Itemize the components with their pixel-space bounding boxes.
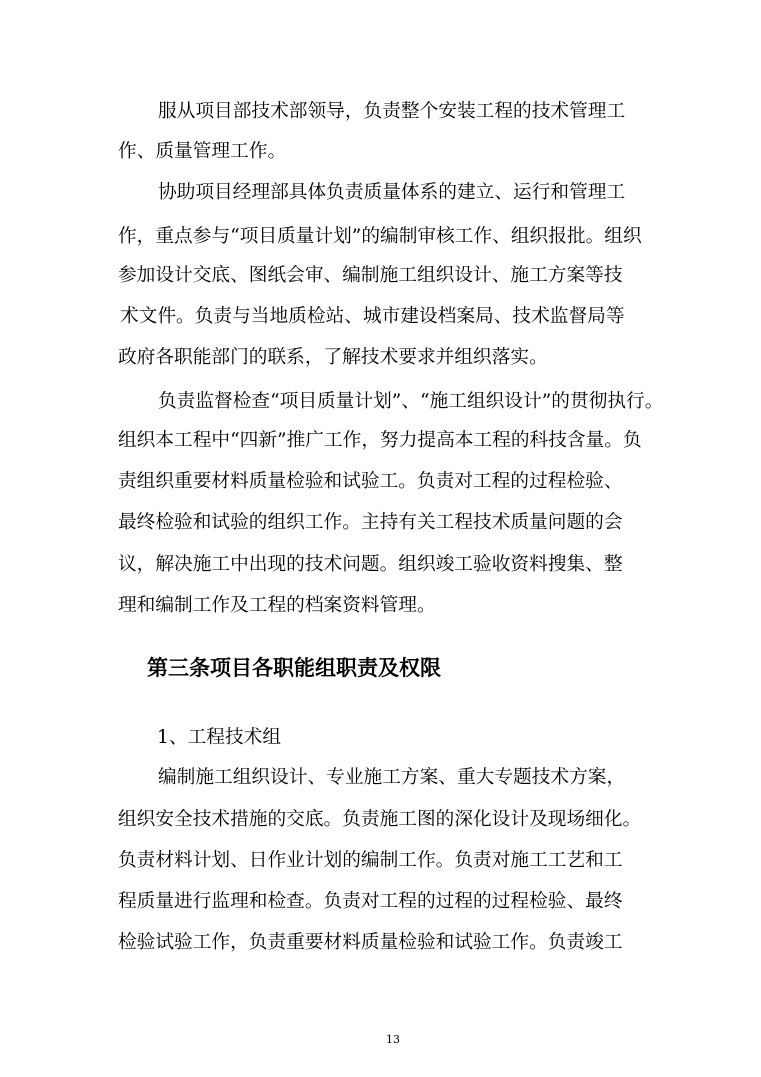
text-line: 最终检验和试验的组织工作。主持有关工程技术质量问题的会 [118, 512, 623, 533]
page-number: 13 [386, 1033, 400, 1046]
text-line: 服从项目部技术部领导，负责整个安装工程的技术管理工 [158, 101, 626, 122]
text-line: 作、质量管理工作。 [118, 141, 287, 162]
text-line: 程质量进行监理和检查。负责对工程的过程的过程检验、最终 [118, 891, 623, 912]
text-line: 作，重点参与“项目质量计划”的编制审核工作、组织报批。组织 [118, 226, 642, 247]
text-line: 议，解决施工中出现的技术问题。组织竣工验收资料搜集、整 [118, 554, 623, 575]
text-line: 责组织重要材料质量检验和试验工。负责对工程的过程检验、 [118, 471, 623, 492]
text-line: 负责监督检查“项目质量计划”、“施工组织设计”的贯彻执行。 [158, 391, 664, 412]
text-line: 组织安全技术措施的交底。负责施工图的深化设计及现场细化。 [118, 809, 642, 830]
text-line: 编制施工组织设计、专业施工方案、重大专题技术方案， [158, 767, 626, 788]
section-heading: 第三条项目各职能组职责及权限 [147, 655, 441, 680]
text-line: 术文件。负责与当地质检站、城市建设档案局、技术监督局等 [120, 306, 625, 327]
text-line: 政府各职能部门的联系，了解技术要求并组织落实。 [118, 347, 548, 368]
text-line: 理和编制工作及工程的档案资料管理。 [118, 595, 436, 616]
text-line: 检验试验工作，负责重要材料质量检验和试验工作。负责竣工 [118, 932, 623, 953]
subsection-heading: 1、工程技术组 [157, 727, 282, 748]
text-line: 组织本工程中“四新”推广工作，努力提高本工程的科技含量。负 [118, 430, 642, 451]
text-line: 参加设计交底、图纸会审、编制施工组织设计、施工方案等技 [118, 265, 623, 286]
text-line: 协助项目经理部具体负责质量体系的建立、运行和管理工 [158, 182, 626, 203]
text-line: 负责材料计划、日作业计划的编制工作。负责对施工工艺和工 [118, 850, 623, 871]
